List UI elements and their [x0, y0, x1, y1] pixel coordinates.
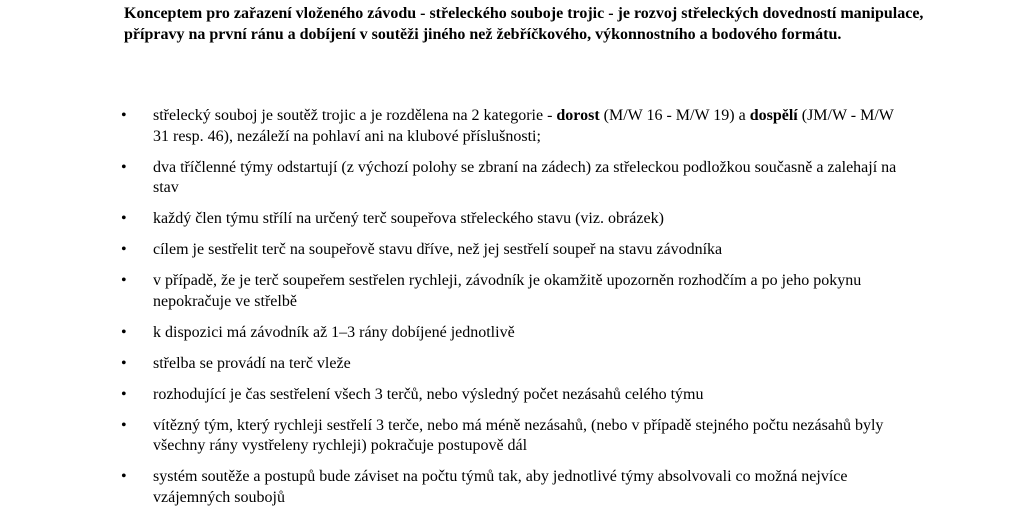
list-item-10 — [0, 467, 913, 508]
bullet-icon: • — [121, 241, 127, 258]
list-item-text: cílem je sestřelit terč na soupeřově stavu dříve, než jej sestřelí soupeř na stavu závodníka — [153, 241, 723, 258]
bullet-icon: • — [121, 272, 127, 289]
list-item-6 — [0, 323, 913, 344]
list-item-text: v případě, že je terč soupeřem sestřelen rychleji, závodník je okamžitě upozorněn rozhodčím a po jeho pokynu nepokračuje ve střelbě — [153, 272, 862, 310]
bullet-icon: • — [121, 210, 127, 227]
list-item-8 — [0, 385, 913, 406]
list-item-text: rozhodující je čas sestřelení všech 3 terčů, nebo výsledný počet nezásahů celého týmu — [153, 385, 704, 403]
bullet-icon: • — [121, 468, 127, 485]
category-dospeli: dospělí — [749, 107, 798, 124]
list-item-2 — [0, 158, 913, 199]
bullet-icon: • — [121, 416, 127, 434]
list-item-text: střelba se provádí na terč vleže — [153, 354, 351, 372]
list-item-4 — [0, 240, 913, 261]
intro-paragraph: Konceptem pro zařazení vloženého závodu - střeleckého souboje trojic - je rozvoj střeleckých dovedností manipulace, přípravy na první ránu a dobíjení v soutěži jiného než žebříčkového, výkonnostního a bodového formátu. — [124, 5, 924, 43]
rules-list — [0, 106, 1024, 519]
bullet-icon: • — [121, 323, 127, 341]
bullet-icon: • — [121, 354, 127, 372]
bullet-icon: • — [121, 107, 127, 124]
list-item-text: systém soutěže a postupů bude záviset na počtu týmů tak, aby jednotlivé týmy absolvovali co možná nejvíce vzájemných soubojů — [153, 468, 848, 506]
list-item-5 — [0, 271, 913, 312]
list-item-text: (M/W 16 - M/W 19) a — [599, 107, 750, 124]
list-item-text: každý člen týmu střílí na určený terč soupeřova střeleckého stavu (viz. obrázek) — [153, 210, 664, 227]
list-item-text: střelecký souboj je soutěž trojic a je rozdělena na 2 kategorie - — [153, 107, 557, 124]
list-item-9 — [0, 416, 913, 457]
list-item-3 — [0, 209, 913, 230]
category-dorost: dorost — [556, 107, 600, 124]
list-item-7 — [0, 354, 913, 375]
list-item-1 — [0, 106, 913, 147]
list-item-text: (JM/W - M/W 31 resp. 46), nezáleží na pohlaví ani na klubové příslušnosti; — [153, 107, 894, 145]
list-item-text: k dispozici má závodník až 1–3 rány dobíjené jednotlivě — [153, 323, 515, 341]
bullet-icon: • — [121, 158, 127, 176]
bullet-icon: • — [121, 385, 127, 403]
list-item-text: vítězný tým, který rychleji sestřelí 3 terče, nebo má méně nezásahů, (nebo v případě stejného počtu nezásahů byly všechny rány vystřeleny rychleji) pokračuje postupově dál — [153, 416, 884, 454]
list-item-text: dva tříčlenné týmy odstartují (z výchozí polohy se zbraní na zádech) za střeleckou podložkou současně a zalehají na stav — [153, 158, 897, 196]
